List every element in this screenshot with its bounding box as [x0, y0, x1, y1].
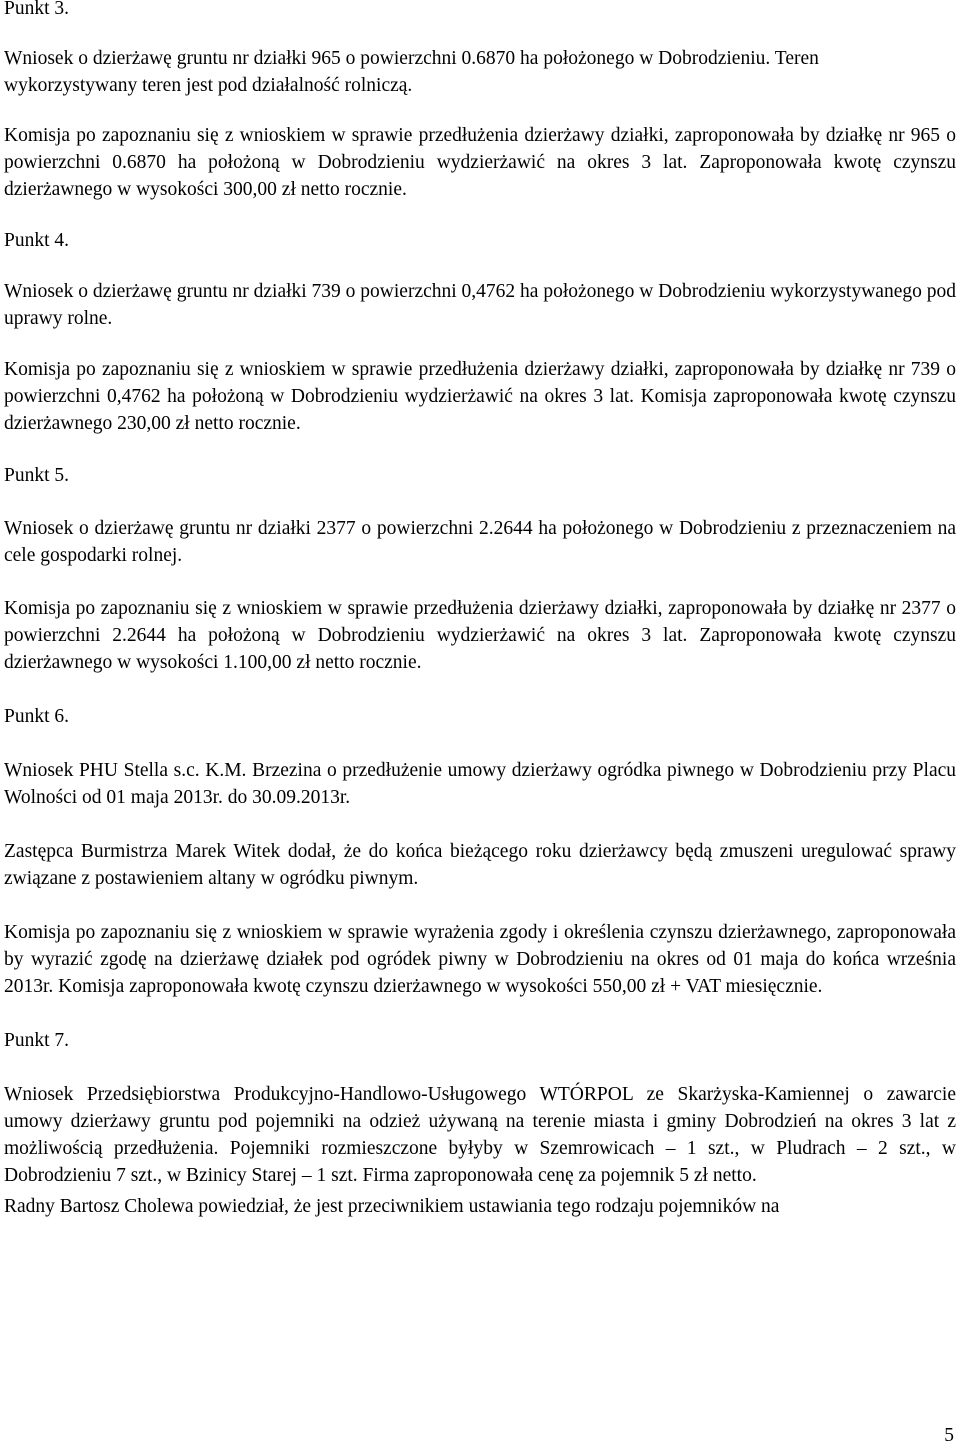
punkt-6-commission: Komisja po zapoznaniu się z wnioskiem w sprawie wyrażenia zgody i określenia czynszu dzierżawnego, zaproponowała by wyrazić zgodę na dzierżawę działek pod ogródek piwny w Dobrodzieniu na okres od 01 maja do końca września 2013r. Komisja zaproponowała kwotę czynszu dzierżawnego w wysokości 550,00 zł + VAT miesięcznie. — [4, 922, 956, 997]
punkt-6-heading: Punkt 6. — [4, 706, 70, 727]
punkt-4-commission: Komisja po zapoznaniu się z wnioskiem w sprawie przedłużenia dzierżawy działki, zaproponowała by działkę nr 739 o powierzchni 0,4762 ha położoną w Dobrodzieniu wydzierżawić na okres 3 lat. Komisja zaproponowała kwotę czynszu dzierżawnego 230,00 zł netto rocznie. — [4, 359, 956, 434]
punkt-4-request: Wniosek o dzierżawę gruntu nr działki 739 o powierzchni 0,4762 ha położonego w Dobrodzieniu wykorzystywanego pod uprawy rolne. — [4, 281, 956, 329]
document-page — [4, 0, 956, 1220]
punkt-7-request: Wniosek Przedsiębiorstwa Produkcyjno-Handlowo-Usługowego WTÓRPOL ze Skarżyska-Kamiennej o zawarcie umowy dzierżawy gruntu pod pojemniki na odzież używaną na terenie miasta i gminy Dobrodzień na okres 3 lat z możliwością przedłużenia. Pojemniki rozmieszczone byłyby w Szemrowicach – 1 szt., w Pludrach – 2 szt., w Dobrodzieniu 7 szt., w Bzinicy Starej – 1 szt. Firma zaproponowała cenę za pojemnik 5 zł netto. — [4, 1084, 956, 1186]
punkt-6-deputy-remark: Zastępca Burmistrza Marek Witek dodał, że do końca bieżącego roku dzierżawcy będą zmuszeni uregulować sprawy związane z postawieniem altany w ogródku piwnym. — [4, 841, 956, 889]
punkt-4-heading: Punkt 4. — [4, 230, 70, 251]
punkt-5-request: Wniosek o dzierżawę gruntu nr działki 2377 o powierzchni 2.2644 ha położonego w Dobrodzieniu z przeznaczeniem na cele gospodarki rolnej. — [4, 518, 956, 566]
punkt-3-request: Wniosek o dzierżawę gruntu nr działki 965 o powierzchni 0.6870 ha położonego w Dobrodzieniu. Teren wykorzystywany teren jest pod działalność rolniczą. — [4, 48, 819, 96]
punkt-3-heading: Punkt 3. — [4, 0, 70, 19]
punkt-3-commission: Komisja po zapoznaniu się z wnioskiem w sprawie przedłużenia dzierżawy działki, zaproponowała by działkę nr 965 o powierzchni 0.6870 ha położoną w Dobrodzieniu wydzierżawić na okres 3 lat. Zaproponowała kwotę czynszu dzierżawnego w wysokości 300,00 zł netto rocznie. — [4, 125, 956, 200]
page-number: 5 — [944, 1425, 954, 1446]
punkt-5-heading: Punkt 5. — [4, 465, 70, 486]
punkt-7-councillor-remark: Radny Bartosz Cholewa powiedział, że jest przeciwnikiem ustawiania tego rodzaju pojemników na — [4, 1196, 780, 1217]
punkt-7-heading: Punkt 7. — [4, 1030, 70, 1051]
punkt-5-commission: Komisja po zapoznaniu się z wnioskiem w sprawie przedłużenia dzierżawy działki, zaproponowała by działkę nr 2377 o powierzchni 2.2644 ha położoną w Dobrodzieniu wydzierżawić na okres 3 lat. Zaproponowała kwotę czynszu dzierżawnego w wysokości 1.100,00 zł netto rocznie. — [4, 598, 956, 673]
punkt-6-request: Wniosek PHU Stella s.c. K.M. Brzezina o przedłużenie umowy dzierżawy ogródka piwnego w Dobrodzieniu przy Placu Wolności od 01 maja 2013r. do 30.09.2013r. — [4, 760, 956, 808]
